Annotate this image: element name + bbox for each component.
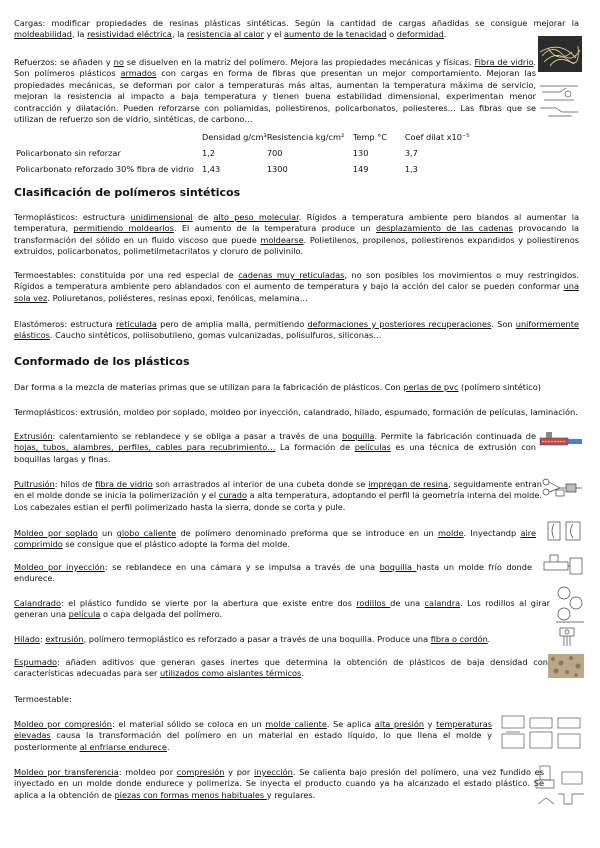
table-row: Policarbonato reforzado 30% fibra de vidrio 1,43 1300 149 1,3 <box>16 164 418 175</box>
termoplasticos-paragraph: Termoplásticos: estructura unidimensional de alto peso molecular. Rígidos a temperatura ambiente pero blandos al aumentar la temperatura, permitiendo moldearlos. El aumento de la temperatura produce un desplazamiento de las cadenas provocando la transformación del sólido en un fluido viscoso que puede moldearse. Polietilenos, propilenos, poliestirenos expandidos y poliestirenos extruidos, policarbonatos, polimetilmetacrilatos y cloruro de polivinilo. <box>14 212 580 257</box>
table-header-row: Densidad g/cm³ Resistencia kg/cm² Temp °C Coef dilat x10⁻⁵ <box>202 132 470 143</box>
compression-molding-diagram <box>498 712 584 756</box>
foam-image <box>548 654 584 678</box>
extrusion-paragraph: Extrusión: calentamiento se reblandece y se obliga a pasar a través de una boquilla. Permite la fabricación continuada de hojas, tubos, alambres, perfiles, cables para recubrimiento… La formación de películas es una técnica de extrusión con boquillas largas y finas. <box>14 431 536 464</box>
spinning-diagram <box>550 626 584 648</box>
pultrusion-paragraph: Pultrusión: hilos de fibra de vidrio son arrastrados al interior de una cubeta donde se impregan de resina, seguidamente entran en el molde donde se inicia la polimerización y el curado a alta temperatura, adoptando el perfil la geometría interna del molde. Los cabezales estian el perfil polimerizado hasta la sierra, donde se corta y pule. <box>14 479 542 512</box>
cargas-paragraph: Cargas: modificar propiedades de resinas plásticas sintéticas. Según la cantidad de cargas añadidas se consigue mejorar la moldeabilidad, la resistividad eléctrica, la resistencia al calor y el aumento de la tenacidad o deformidad. <box>14 18 579 40</box>
termoplasticos-list: Termoplásticos: extrusión, moldeo por soplado, moldeo por inyección, calandrado, hilado, espumado, formación de películas, laminación. <box>14 407 578 417</box>
heading-conformado: Conformado de los plásticos <box>14 355 190 368</box>
transfer-molding-diagram <box>534 764 586 814</box>
fiber-diagram <box>538 78 580 120</box>
injection-diagram <box>542 552 584 580</box>
soplado-paragraph: Moldeo por soplado un globo caliente de polímero denominado preforma que se introduce en un molde. Inyectandp aire comprimido se consigue que el plástico adopte la forma del molde. <box>14 528 536 550</box>
compresion-paragraph: Moldeo por compresión: el material sólido se coloca en un molde caliente. Se aplica alta presión y temperaturas elevadas causa la transformación del polímero en un material en estado líquido, lo que llena el molde y posteriormente al enfriarse endurece. <box>14 719 493 752</box>
extrusion-diagram <box>538 430 584 452</box>
heading-clasificacion: Clasificación de polímeros sintéticos <box>14 186 241 199</box>
elastomeros-paragraph: Elastómeros: estructura reticulada pero de amplia malla, permitiendo deformaciones y posteriores recuperaciones. Son uniformemente elásticos. Caucho sintéticos, poliisobutileno, gomas vulcanizadas, polisulfuros, siliconas… <box>14 319 579 341</box>
termoestables-paragraph: Termoestables: constituida por una red especial de cadenas muy reticuladas, no son posibles los movimientos o muy restringidos. Rígidos a temperatura ambiente pero ablandados con el aumento de temperatura y bajo la acción del calor se pueden conformar una sola vez. Poliuretanos, poliésteres, resinas epoxi, fenólicas, melamina… <box>14 270 579 303</box>
properties-table <box>14 130 485 178</box>
inyeccion-paragraph: Moldeo por inyección: se reblandece en una cámara y se impulsa a través de una boquilla hasta un molde frío donde endurece. <box>14 562 532 584</box>
table-row: Policarbonato sin reforzar 1,2 700 130 3,7 <box>16 148 418 159</box>
refuerzos-paragraph: Refuerzos: se añaden y no se disuelven en la matriz del polímero. Mejora las propiedades mecánicas y físicas. Fibra de vidrio. Son polímeros plásticos armados con cargas en forma de fibras que presentan un mejor comportamiento. Mejoran las propiedades mecánicas, se deforman por calor a temperaturas más altas, aumentan la temperatura máxima de servicio, mejoran la resistencia al impacto a baja temperatura y tienen buena estabilidad dimensional, experimentan menor contracción y dilatación. Pueden reforzarse con poliamidas, poliestirenos, policarbonatos, poliesteres… Las fibras que se utilizan de refuerzo son de vidrio, sintéticas, de carbono… <box>14 57 537 125</box>
blow-molding-diagram <box>544 518 584 544</box>
transferencia-paragraph: Moldeo por transferencia: moldeo por compresión y por inyección. Se calienta bajo presión del polímero, una vez fundido es inyectado en un molde donde endurece y polimeriza. Se inyecta el producto cuando ya ha alcanzado el estado plástico. Se aplica a la obtención de piezas con formas menos habituales y regulares. <box>14 767 544 800</box>
calender-rollers-diagram <box>554 584 586 624</box>
termoestable-label: Termoestable: <box>14 694 72 704</box>
espumado-paragraph: Espumado: añaden aditivos que generan gases inertes que determina la obtención de plásticos de baja densidad con características adecuadas para ser utilizados como aislantes térmicos. <box>14 657 548 679</box>
pultrusion-diagram <box>540 474 584 504</box>
fiberglass-image <box>538 36 582 72</box>
calandrado-paragraph: Calandrado: el plástico fundido se vierte por la abertura que existe entre dos rodillos de una calandra. Los rodillos al girar generan una película o capa delgada del polímero. <box>14 598 550 620</box>
hilado-paragraph: Hilado: extrusión, polímero termoplástico es reforzado a pasar a través de una boquilla. Produce una fibra o cordón. <box>14 634 491 644</box>
dar-forma-paragraph: Dar forma a la mezcla de materias primas que se utilizan para la fabricación de plásticos. Con perlas de pvc (polímero sintético) <box>14 382 541 392</box>
